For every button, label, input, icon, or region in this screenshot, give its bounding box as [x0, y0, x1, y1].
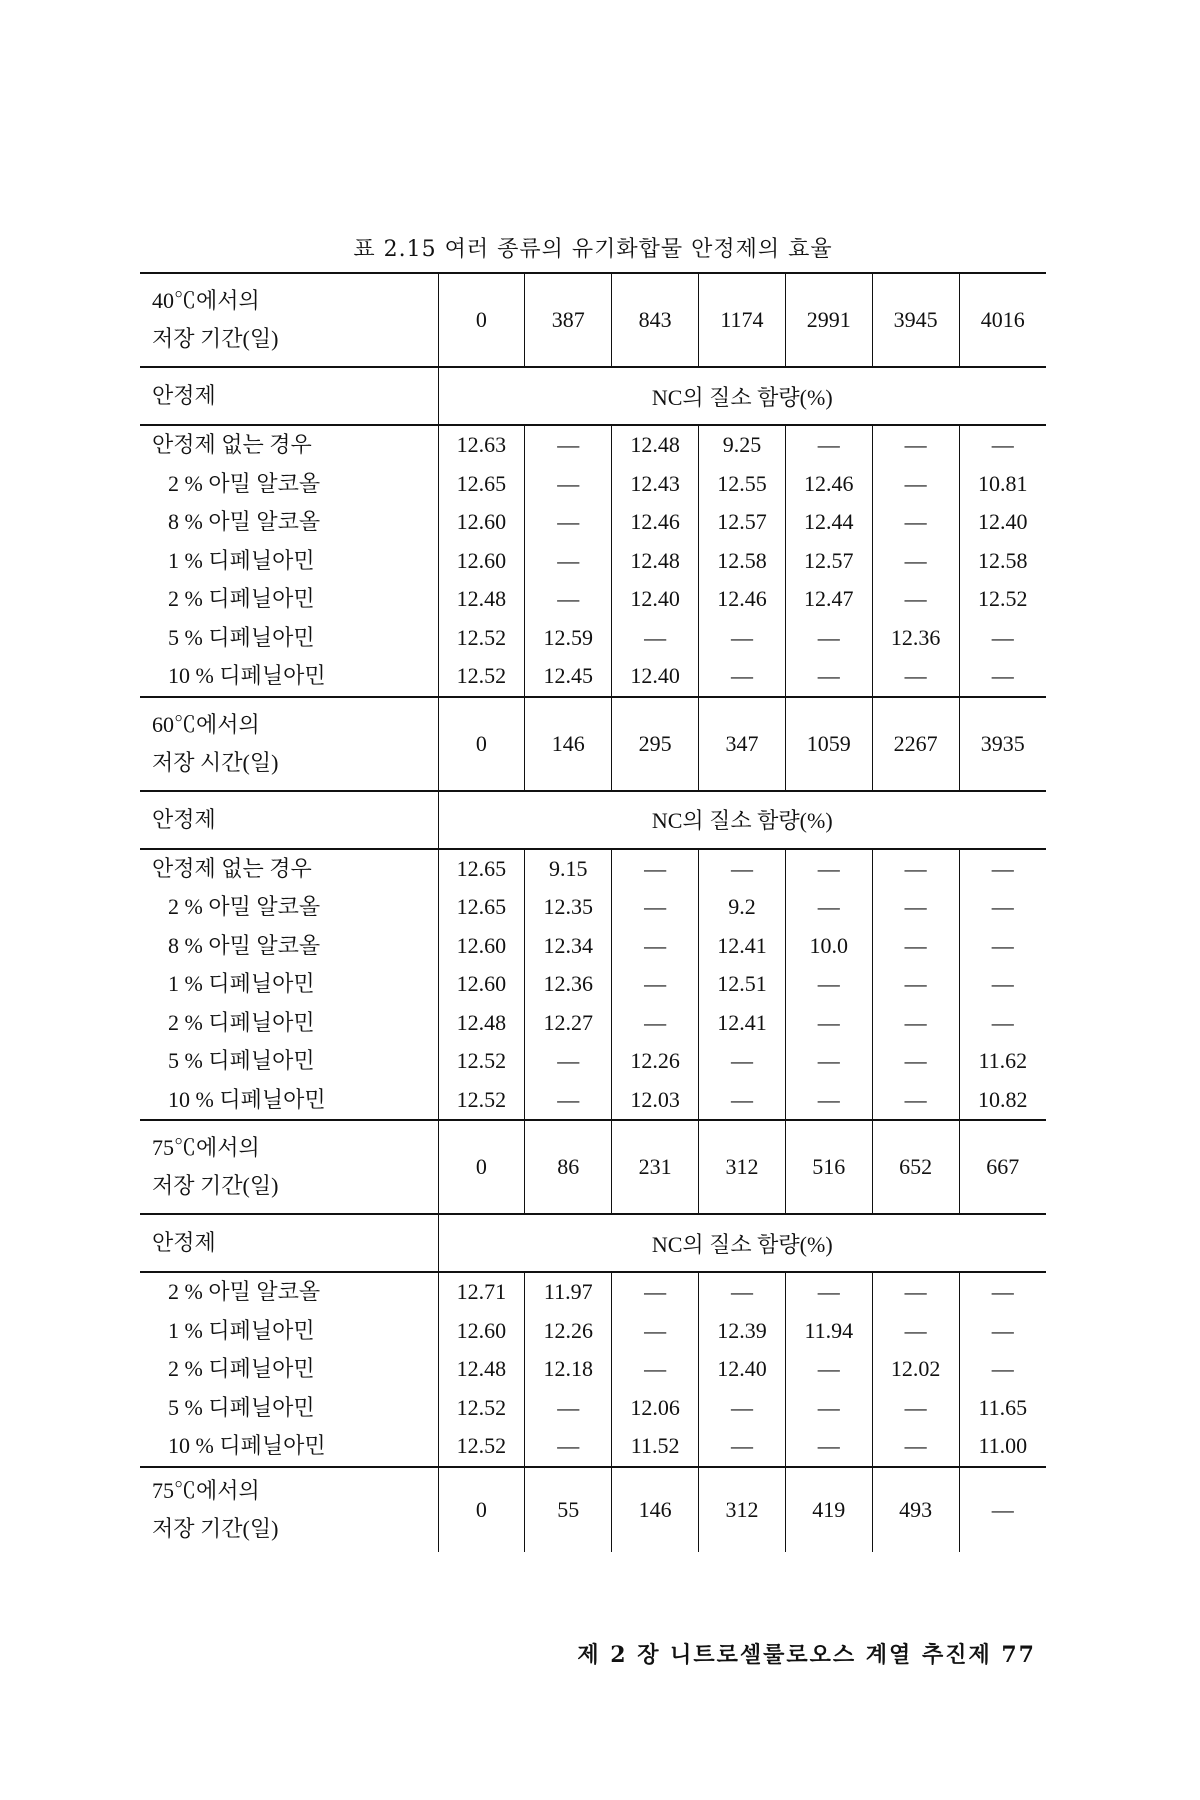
- table-row: [140, 580, 1046, 619]
- table-row: [140, 657, 1046, 697]
- storage-days-cell: 0: [438, 1120, 525, 1214]
- page-footer: 제 2 장 니트로셀룰로오스 계열 추진제 77: [577, 1642, 1036, 1668]
- nitrogen-content-cell: 11.52: [612, 1427, 699, 1467]
- storage-period-label: [140, 1120, 438, 1214]
- storage-days-cell: 347: [699, 697, 786, 791]
- nitrogen-content-cell: —: [785, 1042, 872, 1081]
- storage-period-header-row: [140, 697, 1046, 791]
- nitrogen-content-cell: —: [612, 1312, 699, 1351]
- nitrogen-content-cell: —: [612, 849, 699, 889]
- table-row: [140, 1081, 1046, 1121]
- nitrogen-content-cell: 12.27: [525, 1004, 612, 1043]
- table-row: [140, 425, 1046, 465]
- nitrogen-content-cell: —: [872, 657, 959, 697]
- table-row: [140, 1350, 1046, 1389]
- storage-days-cell: 3945: [872, 273, 959, 367]
- nitrogen-content-cell: 12.58: [699, 542, 786, 581]
- nitrogen-content-cell: 12.18: [525, 1350, 612, 1389]
- storage-days-cell: 86: [525, 1120, 612, 1214]
- nitrogen-content-cell: —: [959, 619, 1046, 658]
- storage-period-label: [140, 697, 438, 791]
- stabilizer-column-label: 안정제: [140, 367, 438, 425]
- table-row: [140, 1389, 1046, 1428]
- stabilizer-name: 안정제 없는 경우: [152, 432, 312, 458]
- nitrogen-content-cell: —: [699, 1081, 786, 1121]
- nitrogen-content-cell: —: [785, 425, 872, 465]
- stabilizer-name: 5 % 디페닐아민: [168, 1048, 315, 1074]
- stabilizer-subheader-row: [140, 791, 1046, 849]
- nitrogen-content-cell: 12.57: [699, 503, 786, 542]
- nitrogen-content-cell: 12.41: [699, 927, 786, 966]
- nitrogen-content-cell: 10.82: [959, 1081, 1046, 1121]
- nitrogen-content-cell: 12.60: [438, 1312, 525, 1351]
- storage-temperature: 40℃에서의: [152, 288, 260, 313]
- nitrogen-content-cell: —: [872, 580, 959, 619]
- nitrogen-content-cell: —: [959, 1350, 1046, 1389]
- nitrogen-content-cell: 12.43: [612, 465, 699, 504]
- table-row: [140, 927, 1046, 966]
- nitrogen-content-cell: 11.94: [785, 1312, 872, 1351]
- nitrogen-content-cell: —: [959, 965, 1046, 1004]
- stabilizer-column-label: 안정제: [140, 1214, 438, 1272]
- nitrogen-content-cell: 12.65: [438, 849, 525, 889]
- stabilizer-name: 안정제 없는 경우: [152, 855, 312, 881]
- nitrogen-content-cell: 12.48: [438, 1004, 525, 1043]
- storage-days-cell: 312: [699, 1120, 786, 1214]
- nitrogen-content-cell: 12.02: [872, 1350, 959, 1389]
- nitrogen-content-cell: 12.55: [699, 465, 786, 504]
- storage-days-cell: 231: [612, 1120, 699, 1214]
- stabilizer-efficiency-table: [140, 272, 1046, 1552]
- nitrogen-content-cell: 12.71: [438, 1272, 525, 1312]
- stabilizer-column-label: 안정제: [140, 791, 438, 849]
- nitrogen-content-cell: —: [612, 927, 699, 966]
- nitrogen-content-cell: 12.46: [699, 580, 786, 619]
- nitrogen-content-cell: 9.2: [699, 888, 786, 927]
- storage-period-label: [140, 273, 438, 367]
- nitrogen-content-cell: 12.44: [785, 503, 872, 542]
- storage-days-cell: 2991: [785, 273, 872, 367]
- table-row: [140, 619, 1046, 658]
- storage-period-header-row: [140, 1120, 1046, 1214]
- nitrogen-content-cell: —: [872, 1081, 959, 1121]
- storage-days-cell: 843: [612, 273, 699, 367]
- stabilizer-name: 2 % 디페닐아민: [168, 586, 315, 612]
- nitrogen-content-cell: 12.48: [438, 1350, 525, 1389]
- nitrogen-content-cell: 12.52: [959, 580, 1046, 619]
- nitrogen-content-cell: 12.36: [525, 965, 612, 1004]
- table-row: [140, 849, 1046, 889]
- storage-temperature: 60℃에서의: [152, 711, 260, 737]
- nitrogen-content-cell: —: [612, 1004, 699, 1043]
- stabilizer-name: 8 % 아밀 알코올: [168, 932, 321, 958]
- nitrogen-content-cell: —: [872, 849, 959, 889]
- nitrogen-content-cell: 12.36: [872, 619, 959, 658]
- stabilizer-name: 2 % 디페닐아민: [168, 1009, 315, 1035]
- nitrogen-content-cell: 12.60: [438, 965, 525, 1004]
- nitrogen-content-cell: —: [525, 580, 612, 619]
- nitrogen-content-cell: —: [785, 1004, 872, 1043]
- nitrogen-content-cell: —: [612, 1350, 699, 1389]
- nitrogen-content-cell: —: [872, 1272, 959, 1312]
- nitrogen-content-cell: 12.48: [438, 580, 525, 619]
- stabilizer-name: 10 % 디페닐아민: [168, 663, 326, 689]
- nitrogen-content-cell: —: [785, 1272, 872, 1312]
- nitrogen-content-cell: —: [525, 465, 612, 504]
- nitrogen-content-cell: —: [525, 1042, 612, 1081]
- storage-days-cell: 146: [612, 1467, 699, 1552]
- nitrogen-content-cell: 12.52: [438, 1389, 525, 1428]
- stabilizer-name: 2 % 아밀 알코올: [168, 894, 321, 920]
- nitrogen-content-cell: 9.15: [525, 849, 612, 889]
- nitrogen-content-cell: 12.34: [525, 927, 612, 966]
- stabilizer-subheader-row: [140, 1214, 1046, 1272]
- nitrogen-content-cell: 12.52: [438, 1081, 525, 1121]
- nitrogen-content-cell: —: [612, 619, 699, 658]
- nitrogen-content-cell: 12.40: [699, 1350, 786, 1389]
- storage-days-cell: 312: [699, 1467, 786, 1552]
- storage-days-cell: 0: [438, 697, 525, 791]
- nitrogen-content-cell: —: [872, 465, 959, 504]
- nitrogen-content-cell: 10.81: [959, 465, 1046, 504]
- nitrogen-content-cell: 12.48: [612, 542, 699, 581]
- nitrogen-content-cell: 12.65: [438, 465, 525, 504]
- nitrogen-content-cell: 12.40: [612, 580, 699, 619]
- storage-period-header-row: [140, 1467, 1046, 1552]
- nitrogen-content-cell: —: [785, 1350, 872, 1389]
- nitrogen-content-cell: —: [872, 1312, 959, 1351]
- storage-days-cell: 387: [525, 273, 612, 367]
- storage-days-cell: 652: [872, 1120, 959, 1214]
- storage-days-cell: 146: [525, 697, 612, 791]
- nitrogen-content-cell: —: [699, 1042, 786, 1081]
- nitrogen-content-cell: —: [785, 888, 872, 927]
- storage-days-cell: 0: [438, 273, 525, 367]
- nitrogen-content-cell: —: [785, 1427, 872, 1467]
- nitrogen-content-cell: —: [612, 965, 699, 1004]
- nitrogen-content-cell: —: [872, 425, 959, 465]
- stabilizer-name: 2 % 디페닐아민: [168, 1356, 315, 1382]
- nitrogen-content-cell: —: [785, 1081, 872, 1121]
- nitrogen-content-cell: —: [785, 1389, 872, 1428]
- nitrogen-content-cell: 12.39: [699, 1312, 786, 1351]
- storage-days-cell: 516: [785, 1120, 872, 1214]
- nitrogen-content-cell: —: [525, 1389, 612, 1428]
- storage-days-cell: 4016: [959, 273, 1046, 367]
- nitrogen-content-cell: 12.52: [438, 657, 525, 697]
- nitrogen-content-cell: —: [699, 1272, 786, 1312]
- nitrogen-content-cell: 12.46: [612, 503, 699, 542]
- nitrogen-content-cell: 12.60: [438, 927, 525, 966]
- storage-days-cell: 1174: [699, 273, 786, 367]
- storage-days-cell: 3935: [959, 697, 1046, 791]
- storage-period-unit: 저장 기간(일): [152, 1515, 279, 1541]
- nitrogen-content-cell: —: [525, 542, 612, 581]
- nitrogen-content-cell: 12.60: [438, 503, 525, 542]
- nitrogen-content-cell: 11.00: [959, 1427, 1046, 1467]
- table-row: [140, 1427, 1046, 1467]
- nitrogen-content-cell: 12.26: [612, 1042, 699, 1081]
- storage-days-cell: 295: [612, 697, 699, 791]
- nitrogen-content-cell: 12.35: [525, 888, 612, 927]
- nitrogen-content-cell: —: [959, 849, 1046, 889]
- nitrogen-content-cell: 12.65: [438, 888, 525, 927]
- nitrogen-content-cell: 12.48: [612, 425, 699, 465]
- nitrogen-content-cell: 11.65: [959, 1389, 1046, 1428]
- nitrogen-content-cell: —: [785, 619, 872, 658]
- nitrogen-content-cell: 12.57: [785, 542, 872, 581]
- nitrogen-content-cell: —: [699, 1389, 786, 1428]
- nitrogen-content-cell: 12.40: [612, 657, 699, 697]
- nitrogen-content-cell: 11.97: [525, 1272, 612, 1312]
- nitrogen-content-cell: 12.26: [525, 1312, 612, 1351]
- nitrogen-content-cell: —: [525, 1427, 612, 1467]
- nitrogen-content-cell: —: [959, 657, 1046, 697]
- nitrogen-content-cell: —: [959, 888, 1046, 927]
- storage-period-unit: 저장 시간(일): [152, 749, 279, 775]
- storage-period-unit: 저장 기간(일): [152, 1173, 279, 1198]
- nitrogen-content-cell: —: [872, 1004, 959, 1043]
- nitrogen-content-cell: 12.45: [525, 657, 612, 697]
- nitrogen-content-cell: 11.62: [959, 1042, 1046, 1081]
- nitrogen-content-cell: —: [699, 1427, 786, 1467]
- nitrogen-content-cell: 12.06: [612, 1389, 699, 1428]
- nitrogen-content-cell: 12.40: [959, 503, 1046, 542]
- nitrogen-content-cell: —: [959, 1312, 1046, 1351]
- table-row: [140, 503, 1046, 542]
- storage-days-cell: 55: [525, 1467, 612, 1552]
- stabilizer-name: 1 % 디페닐아민: [168, 971, 315, 997]
- nitrogen-content-cell: 12.46: [785, 465, 872, 504]
- stabilizer-name: 2 % 아밀 알코올: [168, 470, 321, 496]
- storage-days-cell: 419: [785, 1467, 872, 1552]
- nitrogen-content-cell: —: [612, 888, 699, 927]
- nitrogen-content-cell: 12.63: [438, 425, 525, 465]
- storage-days-cell: 2267: [872, 697, 959, 791]
- nitrogen-content-cell: —: [785, 849, 872, 889]
- nitrogen-content-cell: —: [699, 619, 786, 658]
- nitrogen-content-cell: 12.52: [438, 619, 525, 658]
- nitrogen-content-cell: 12.47: [785, 580, 872, 619]
- nitrogen-content-cell: —: [785, 965, 872, 1004]
- nitrogen-content-cell: 12.52: [438, 1427, 525, 1467]
- nitrogen-content-cell: 12.41: [699, 1004, 786, 1043]
- nitrogen-content-cell: —: [872, 1427, 959, 1467]
- storage-days-cell: 1059: [785, 697, 872, 791]
- storage-temperature: 75℃에서의: [152, 1135, 260, 1160]
- table-row: [140, 465, 1046, 504]
- stabilizer-name: 5 % 디페닐아민: [168, 1394, 315, 1420]
- nitrogen-content-cell: 12.03: [612, 1081, 699, 1121]
- nitrogen-content-cell: —: [959, 425, 1046, 465]
- storage-days-cell: 493: [872, 1467, 959, 1552]
- stabilizer-name: 5 % 디페닐아민: [168, 624, 315, 650]
- stabilizer-name: 1 % 디페닐아민: [168, 547, 315, 573]
- nitrogen-content-cell: —: [699, 657, 786, 697]
- nitrogen-content-cell: —: [872, 888, 959, 927]
- nitrogen-content-cell: —: [699, 849, 786, 889]
- stabilizer-name: 10 % 디페닐아민: [168, 1086, 326, 1112]
- storage-days-cell: 667: [959, 1120, 1046, 1214]
- table-row: [140, 1312, 1046, 1351]
- storage-period-label: [140, 1467, 438, 1552]
- nitrogen-content-cell: 12.60: [438, 542, 525, 581]
- nitrogen-content-cell: 12.51: [699, 965, 786, 1004]
- nitrogen-content-cell: —: [872, 927, 959, 966]
- nitrogen-content-cell: —: [872, 542, 959, 581]
- table-row: [140, 888, 1046, 927]
- storage-days-cell: —: [959, 1467, 1046, 1552]
- nitrogen-content-label: NC의 질소 함량(%): [438, 1214, 1046, 1272]
- nitrogen-content-cell: —: [872, 965, 959, 1004]
- stabilizer-name: 2 % 아밀 알코올: [168, 1279, 321, 1305]
- stabilizer-name: 10 % 디페닐아민: [168, 1433, 326, 1459]
- nitrogen-content-cell: —: [525, 503, 612, 542]
- storage-temperature: 75℃에서의: [152, 1477, 260, 1503]
- table-caption: 표 2.15 여러 종류의 유기화합물 안정제의 효율: [353, 237, 833, 262]
- nitrogen-content-cell: —: [872, 1042, 959, 1081]
- nitrogen-content-cell: —: [959, 927, 1046, 966]
- nitrogen-content-cell: —: [959, 1272, 1046, 1312]
- table-row: [140, 1272, 1046, 1312]
- stabilizer-name: 8 % 아밀 알코올: [168, 509, 321, 535]
- table-row: [140, 1042, 1046, 1081]
- nitrogen-content-cell: —: [525, 425, 612, 465]
- nitrogen-content-cell: —: [959, 1004, 1046, 1043]
- storage-period-header-row: [140, 273, 1046, 367]
- nitrogen-content-cell: 12.59: [525, 619, 612, 658]
- nitrogen-content-cell: 9.25: [699, 425, 786, 465]
- table-row: [140, 965, 1046, 1004]
- table-row: [140, 1004, 1046, 1043]
- nitrogen-content-cell: —: [872, 1389, 959, 1428]
- nitrogen-content-cell: 10.0: [785, 927, 872, 966]
- stabilizer-subheader-row: [140, 367, 1046, 425]
- storage-period-unit: 저장 기간(일): [152, 326, 279, 351]
- nitrogen-content-cell: —: [785, 657, 872, 697]
- nitrogen-content-cell: 12.58: [959, 542, 1046, 581]
- nitrogen-content-label: NC의 질소 함량(%): [438, 791, 1046, 849]
- nitrogen-content-cell: 12.52: [438, 1042, 525, 1081]
- table-row: [140, 542, 1046, 581]
- nitrogen-content-cell: —: [525, 1081, 612, 1121]
- nitrogen-content-label: NC의 질소 함량(%): [438, 367, 1046, 425]
- stabilizer-name: 1 % 디페닐아민: [168, 1317, 315, 1343]
- nitrogen-content-cell: —: [872, 503, 959, 542]
- nitrogen-content-cell: —: [612, 1272, 699, 1312]
- storage-days-cell: 0: [438, 1467, 525, 1552]
